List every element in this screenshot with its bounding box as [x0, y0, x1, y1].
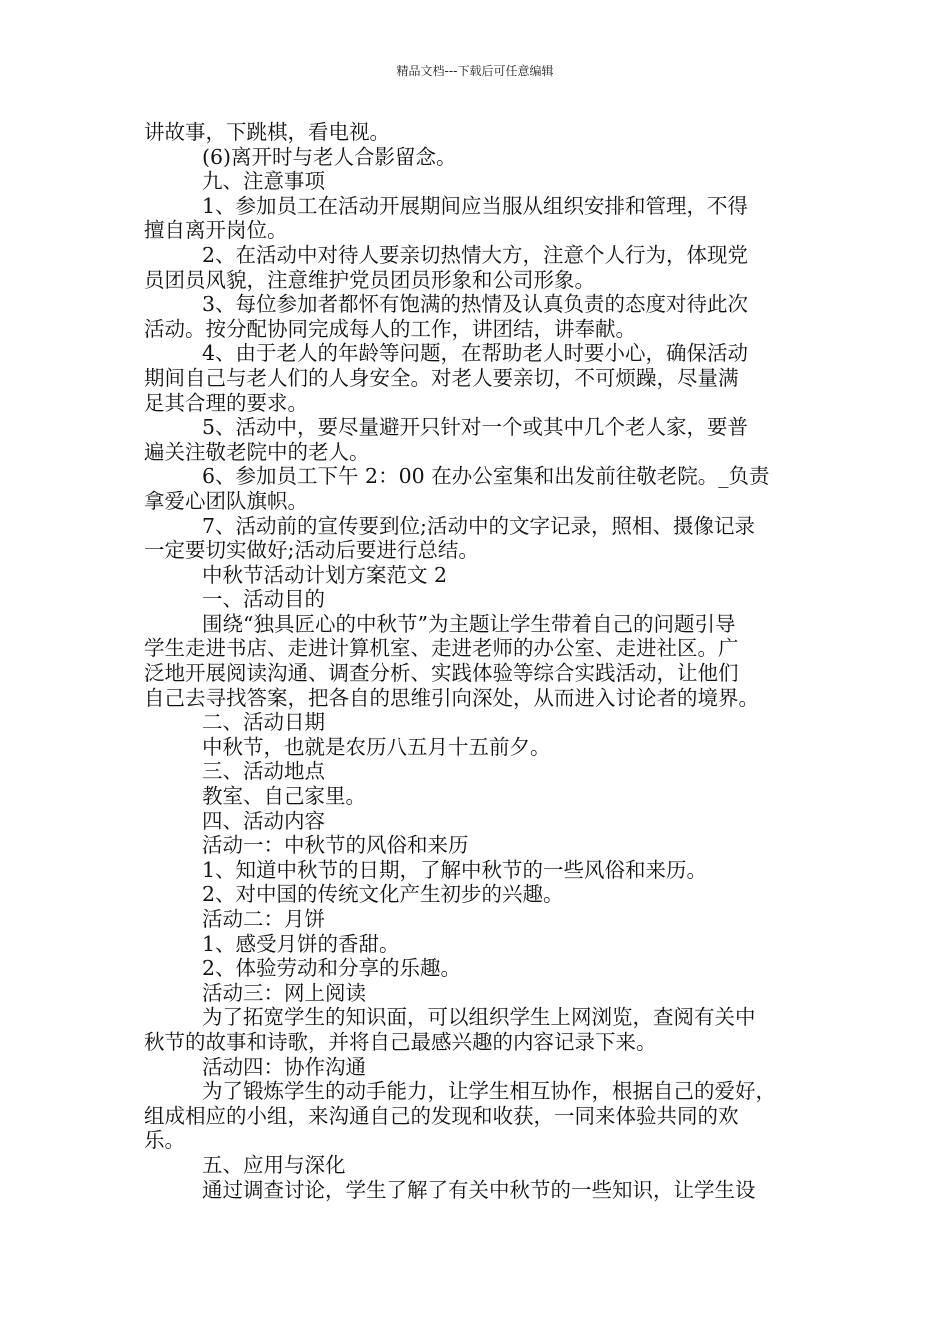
text-line: 1、感受月饼的香甜。: [202, 931, 400, 956]
text-line: 三、活动地点: [202, 759, 325, 784]
text-line: 5、活动中，要尽量避开只针对一个或其中几个老人家，要普: [202, 415, 749, 440]
text-line: 二、活动日期: [202, 710, 325, 735]
text-line: 教室、自己家里。: [202, 784, 366, 809]
text-line: 中秋节，也就是农历八五月十五前夕。: [202, 734, 551, 759]
text-line: 自己去寻找答案，把各自的思维引向深处，从而进入讨论者的境界。: [144, 685, 759, 710]
text-line: 讲故事，下跳棋，看电视。: [144, 120, 390, 144]
text-line: 2、体验劳动和分享的乐趣。: [202, 956, 462, 981]
text-line: 员团员风貌，注意维护党员团员形象和公司形象。: [144, 267, 595, 292]
text-line: 一、活动目的: [202, 587, 325, 612]
document-body: [144, 120, 810, 1202]
text-line: 四、活动内容: [202, 808, 325, 833]
text-line: 活动三：网上阅读: [202, 980, 366, 1005]
text-line: 活动一：中秋节的风俗和来历: [202, 833, 469, 858]
text-line: 遍关注敬老院中的老人。: [144, 439, 370, 464]
text-line: 4、由于老人的年龄等问题，在帮助老人时要小心，确保活动: [202, 341, 749, 366]
text-line: (6)离开时与老人合影留念。: [202, 144, 457, 169]
text-line: 2、对中国的传统文化产生初步的兴趣。: [202, 882, 564, 907]
text-line: 2、在活动中对待人要亲切热情大方，注意个人行为，体现党: [202, 242, 749, 267]
text-line: 期间自己与老人们的人身安全。对老人要亲切，不可烦躁，尽量满: [144, 365, 739, 390]
page-header: 精品文档---下载后可任意编辑: [396, 64, 554, 78]
text-line: 活动二：月饼: [202, 907, 325, 931]
text-line: 九、注意事项: [202, 169, 325, 194]
text-line: 足其合理的要求。: [144, 390, 308, 415]
text-line: 1、参加员工在活动开展期间应当服从组织安排和管理，不得: [202, 193, 749, 218]
text-line: 拿爱心团队旗帜。: [144, 488, 308, 513]
text-line: 7、活动前的宣传要到位;活动中的文字记录，照相、摄像记录: [202, 513, 755, 538]
text-line: 1、知道中秋节的日期，了解中秋节的一些风俗和来历。: [202, 857, 708, 882]
text-line: 通过调查讨论，学生了解了有关中秋节的一些知识，让学生设: [202, 1177, 756, 1202]
text-line: 为了拓宽学生的知识面，可以组织学生上网浏览，查阅有关中: [202, 1005, 756, 1030]
text-line: 秋节的故事和诗歌，并将自己最感兴趣的内容记录下来。: [144, 1029, 657, 1054]
text-line: 为了锻炼学生的动手能力，让学生相互协作，根据自己的爱好，: [202, 1079, 776, 1104]
text-line: 五、应用与深化: [202, 1152, 346, 1177]
text-line: 6、参加员工下午 2：00 在办公室集和出发前往敬老院。_负责: [202, 464, 770, 489]
text-line: 擅自离开岗位。: [144, 218, 288, 243]
text-line: 组成相应的小组，来沟通自己的发现和收获，一同来体验共同的欢: [144, 1103, 739, 1128]
text-line: 活动四：协作沟通: [202, 1054, 366, 1079]
text-line: 学生走进书店、走进计算机室、走进老师的办公室、走进社区。广: [144, 636, 739, 661]
text-line: 3、每位参加者都怀有饱满的热情及认真负责的态度对待此次: [202, 292, 749, 317]
text-line: 中秋节活动计划方案范文 2: [202, 562, 448, 587]
text-line: 乐。: [144, 1128, 185, 1153]
text-line: 泛地开展阅读沟通、调查分析、实践体验等综合实践活动，让他们: [144, 661, 739, 686]
text-line: 活动。按分配协同完成每人的工作，讲团结，讲奉献。: [144, 316, 636, 341]
text-line: 围绕“独具匠心的中秋节”为主题让学生带着自己的问题引导: [202, 611, 736, 636]
text-line: 一定要切实做好;活动后要进行总结。: [144, 538, 479, 563]
